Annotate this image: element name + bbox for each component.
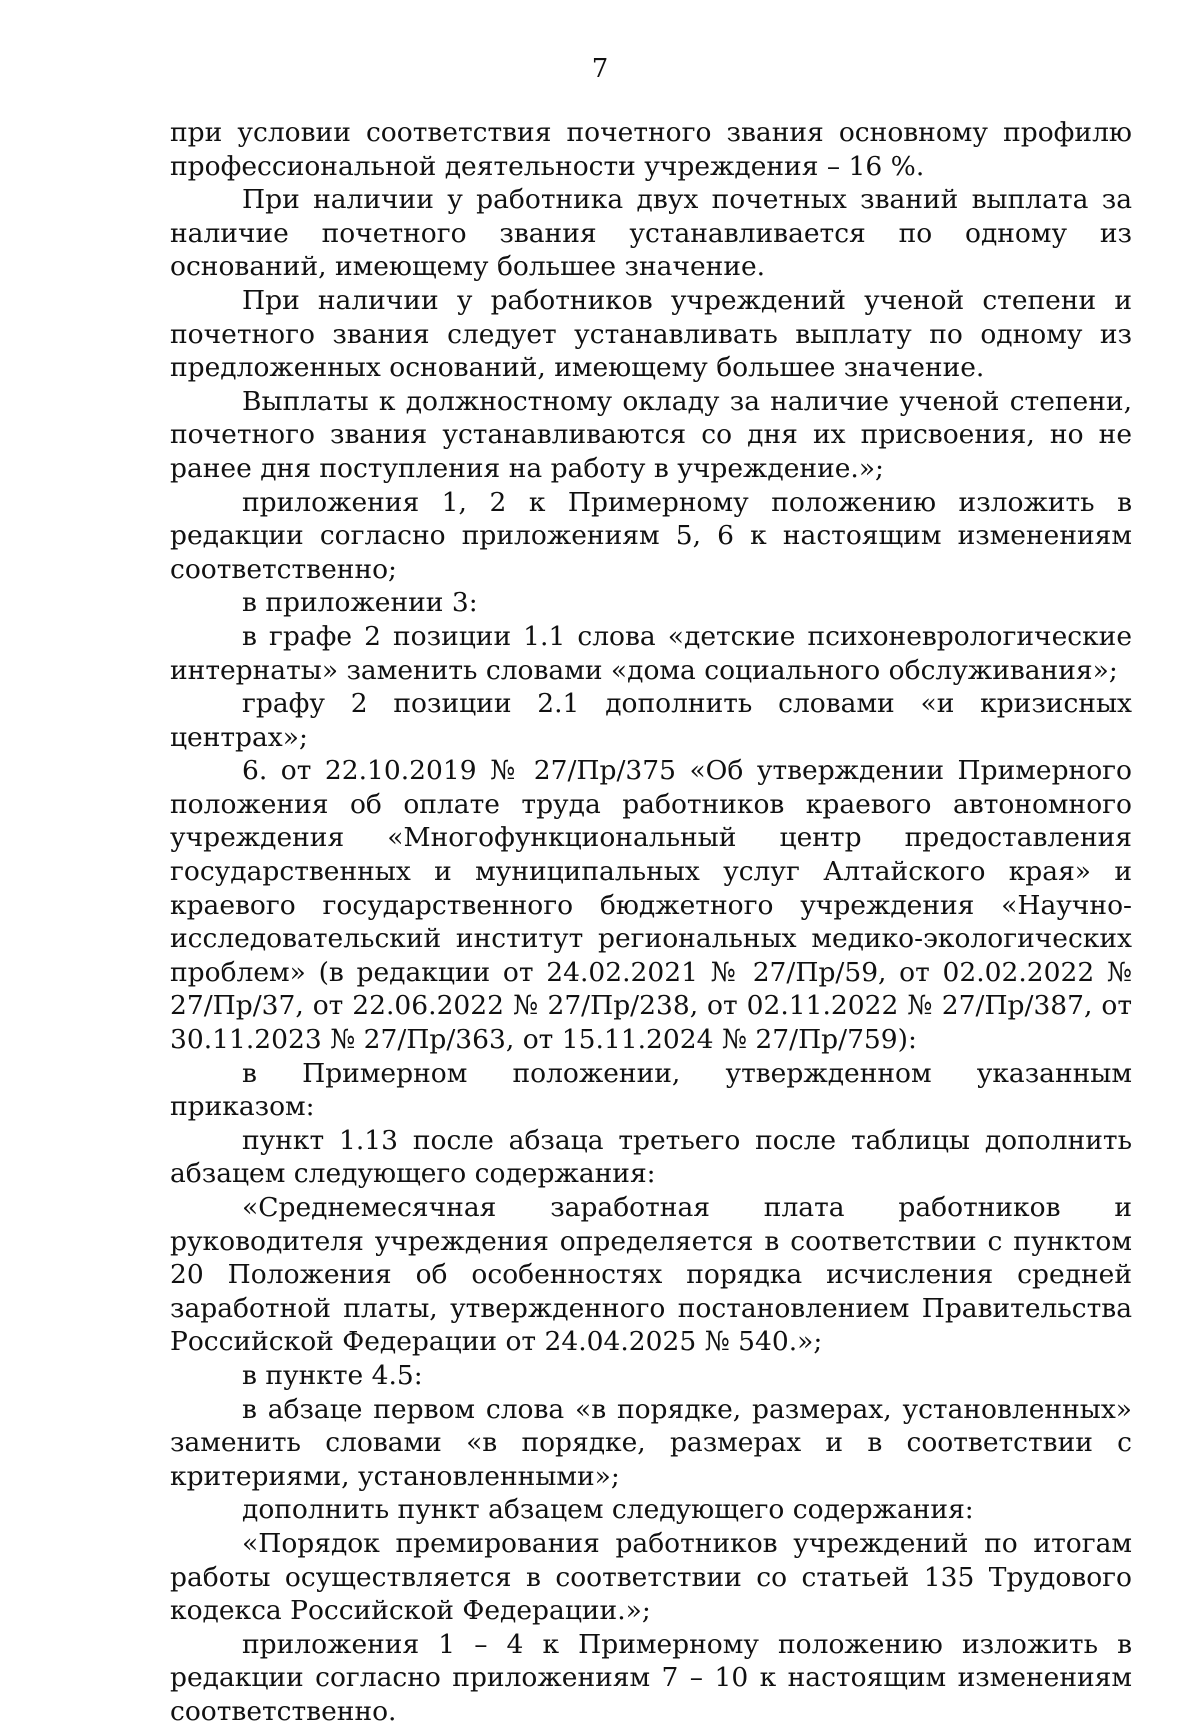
- paragraph-7: в графе 2 позиции 1.1 слова «детские психоневрологические интернаты» заменить словами «дома социального обслуживания»;: [170, 620, 1132, 686]
- paragraph-3: При наличии у работников учреждений ученой степени и почетного звания следует устанавливать выплату по одному из предложенных оснований, имеющему большее значение.: [170, 284, 1132, 384]
- paragraph-9: 6. от 22.10.2019 № 27/Пр/375 «Об утверждении Примерного положения об оплате труда работников краевого автономного учреждения «Многофункциональный центр предоставления государственных и муниципальных услуг Алтайского края» и краевого государственного бюджетного учреждения «Научно-исследовательский институт региональных медико-экологических проблем» (в редакции от 24.02.2021 № 27/Пр/59, от 02.02.2022 № 27/Пр/37, от 22.06.2022 № 27/Пр/238, от 02.11.2022 № 27/Пр/387, от 30.11.2023 № 27/Пр/363, от 15.11.2024 № 27/Пр/759):: [170, 755, 1132, 1056]
- paragraph-14: в абзаце первом слова «в порядке, размерах, установленных» заменить словами «в порядке, размерах и в соответствии с критериями, установленными»;: [170, 1393, 1132, 1492]
- paragraph-10: в Примерном положении, утвержденном указанным приказом:: [170, 1057, 1132, 1123]
- paragraph-17: приложения 1 – 4 к Примерному положению изложить в редакции согласно приложениям 7 – 10 к настоящим изменениям соответственно.: [170, 1628, 1132, 1727]
- document-body: [170, 116, 1132, 1729]
- paragraph-1: при условии соответствия почетного звания основному профилю профессиональной деятельности учреждения – 16 %.: [170, 117, 1132, 182]
- paragraph-11: пункт 1.13 после абзаца третьего после таблицы дополнить абзацем следующего содержания:: [170, 1124, 1132, 1190]
- paragraph-15: дополнить пункт абзацем следующего содержания:: [242, 1494, 974, 1526]
- paragraph-5: приложения 1, 2 к Примерному положению изложить в редакции согласно приложениям 5, 6 к настоящим изменениям соответственно;: [170, 486, 1132, 585]
- paragraph-13: в пункте 4.5:: [242, 1359, 423, 1391]
- paragraph-8: графу 2 позиции 2.1 дополнить словами «и кризисных центрах»;: [170, 688, 1132, 753]
- page-number: 7: [591, 54, 609, 84]
- paragraph-16: «Порядок премирования работников учреждений по итогам работы осуществляется в соответствии со статьей 135 Трудового кодекса Российской Федерации.»;: [170, 1527, 1132, 1627]
- paragraph-2: При наличии у работника двух почетных званий выплата за наличие почетного звания устанавливается по одному из оснований, имеющему большее значение.: [170, 184, 1132, 283]
- paragraph-6: в приложении 3:: [242, 587, 478, 619]
- paragraph-4: Выплаты к должностному окладу за наличие ученой степени, почетного звания устанавливаются со дня их присвоения, но не ранее дня поступления на работу в учреждение.»;: [170, 385, 1132, 484]
- paragraph-12: «Среднемесячная заработная плата работников и руководителя учреждения определяется в соответствии с пунктом 20 Положения об особенностях порядка исчисления средней заработной платы, утвержденного постановлением Правительства Российской Федерации от 24.04.2025 № 540.»;: [170, 1192, 1132, 1358]
